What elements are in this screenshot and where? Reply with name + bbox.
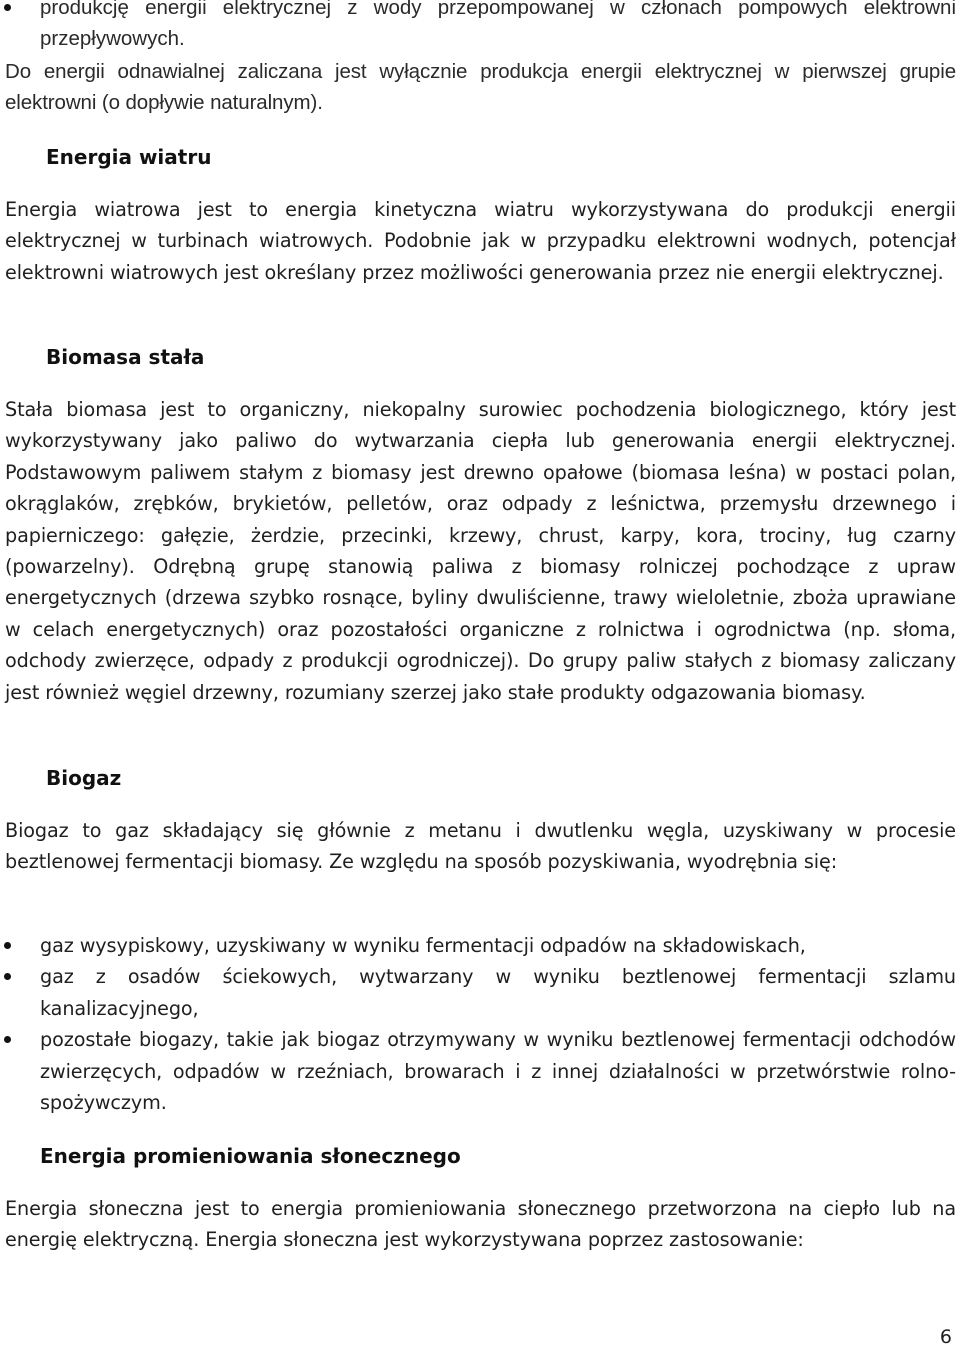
biogas-item-text: gaz wysypiskowy, uzyskiwany w wyniku fermentacji odpadów na składowiskach,: [40, 934, 806, 957]
biogas-type-list: [0, 930, 956, 1118]
list-item: [0, 1024, 956, 1118]
intro-bullet-list: [0, 0, 956, 54]
bullet-icon: [4, 4, 11, 11]
paragraph-biogas: Biogaz to gaz składający się głównie z metanu i dwutlenku węgla, uzyskiwany w procesie beztlenowej fermentacji biomasy. Ze względu na sposób pozyskiwania, wyodrębnia się:: [5, 819, 956, 874]
heading-solid-biomass: Biomasa stała: [46, 345, 205, 369]
paragraph-wind-energy: Energia wiatrowa jest to energia kinetyczna wiatru wykorzystywana do produkcji energii elektrycznej w turbinach wiatrowych. Podobnie jak w przypadku elektrowni wodnych, potencjał elektrowni wiatrowych jest określany przez możliwości generowania przez nie energii elektrycznej.: [5, 198, 956, 284]
intro-bullet-text: produkcję energii elektrycznej z wody przepompowanej w członach pompowych elektrowni przepływowych.: [40, 0, 956, 51]
list-item: [0, 0, 956, 54]
bullet-icon: [4, 973, 11, 980]
bullet-icon: [4, 942, 11, 949]
paragraph-solid-biomass: Stała biomasa jest to organiczny, niekopalny surowiec pochodzenia biologicznego, który jest wykorzystywany jako paliwo do wytwarzania ciepła lub generowania energii elektrycznej. Podstawowym paliwem stałym z biomasy jest drewno opałowe (biomasa leśna) w postaci polan, okrąglaków, zrębków, brykietów, pelletów, oraz odpady z leśnictwa, przemysłu drzewnego i papierniczego: gałęzie, żerdzie, przecinki, krzewy, chrust, karpy, kora, trociny, ług czarny (powarzelny). Odrębną grupę stanowią paliwa z biomasy rolniczej pochodzące z upraw energetycznych (drzewa szybko rosnące, byliny dwuliścienne, trawy wieloletnie, zboża uprawiane w celach energetycznych) oraz pozostałości organiczne z rolnictwa i ogrodnictwa (np. słoma, odchody zwierzęce, odpady z produkcji ogrodniczej). Do grupy paliw stałych z biomasy zaliczany jest również węgiel drzewny, rozumiany szerzej jako stałe produkty odgazowania biomasy.: [5, 398, 956, 704]
heading-biogas: Biogaz: [46, 766, 122, 790]
intro-paragraph: Do energii odnawialnej zaliczana jest wyłącznie produkcja energii elektrycznej w pierwszej grupie elektrowni (o dopływie naturalnym).: [5, 60, 956, 115]
page-number: 6: [939, 1326, 952, 1348]
paragraph-solar-energy: Energia słoneczna jest to energia promieniowania słonecznego przetworzona na ciepło lub na energię elektryczną. Energia słoneczna jest wykorzystywana poprzez zastosowanie:: [5, 1197, 956, 1252]
bullet-icon: [4, 1036, 11, 1043]
list-item: [0, 961, 956, 1024]
biogas-item-text: gaz z osadów ściekowych, wytwarzany w wyniku beztlenowej fermentacji szlamu kanalizacyjnego,: [40, 965, 956, 1020]
biogas-item-text: pozostałe biogazy, takie jak biogaz otrzymywany w wyniku beztlenowej fermentacji odchodów zwierzęcych, odpadów w rzeźniach, browarach i z innej działalności w przetwórstwie rolno-spożywczym.: [40, 1028, 956, 1115]
list-item: [0, 930, 956, 961]
heading-wind-energy: Energia wiatru: [46, 145, 212, 169]
heading-solar-energy: Energia promieniowania słonecznego: [40, 1144, 461, 1168]
